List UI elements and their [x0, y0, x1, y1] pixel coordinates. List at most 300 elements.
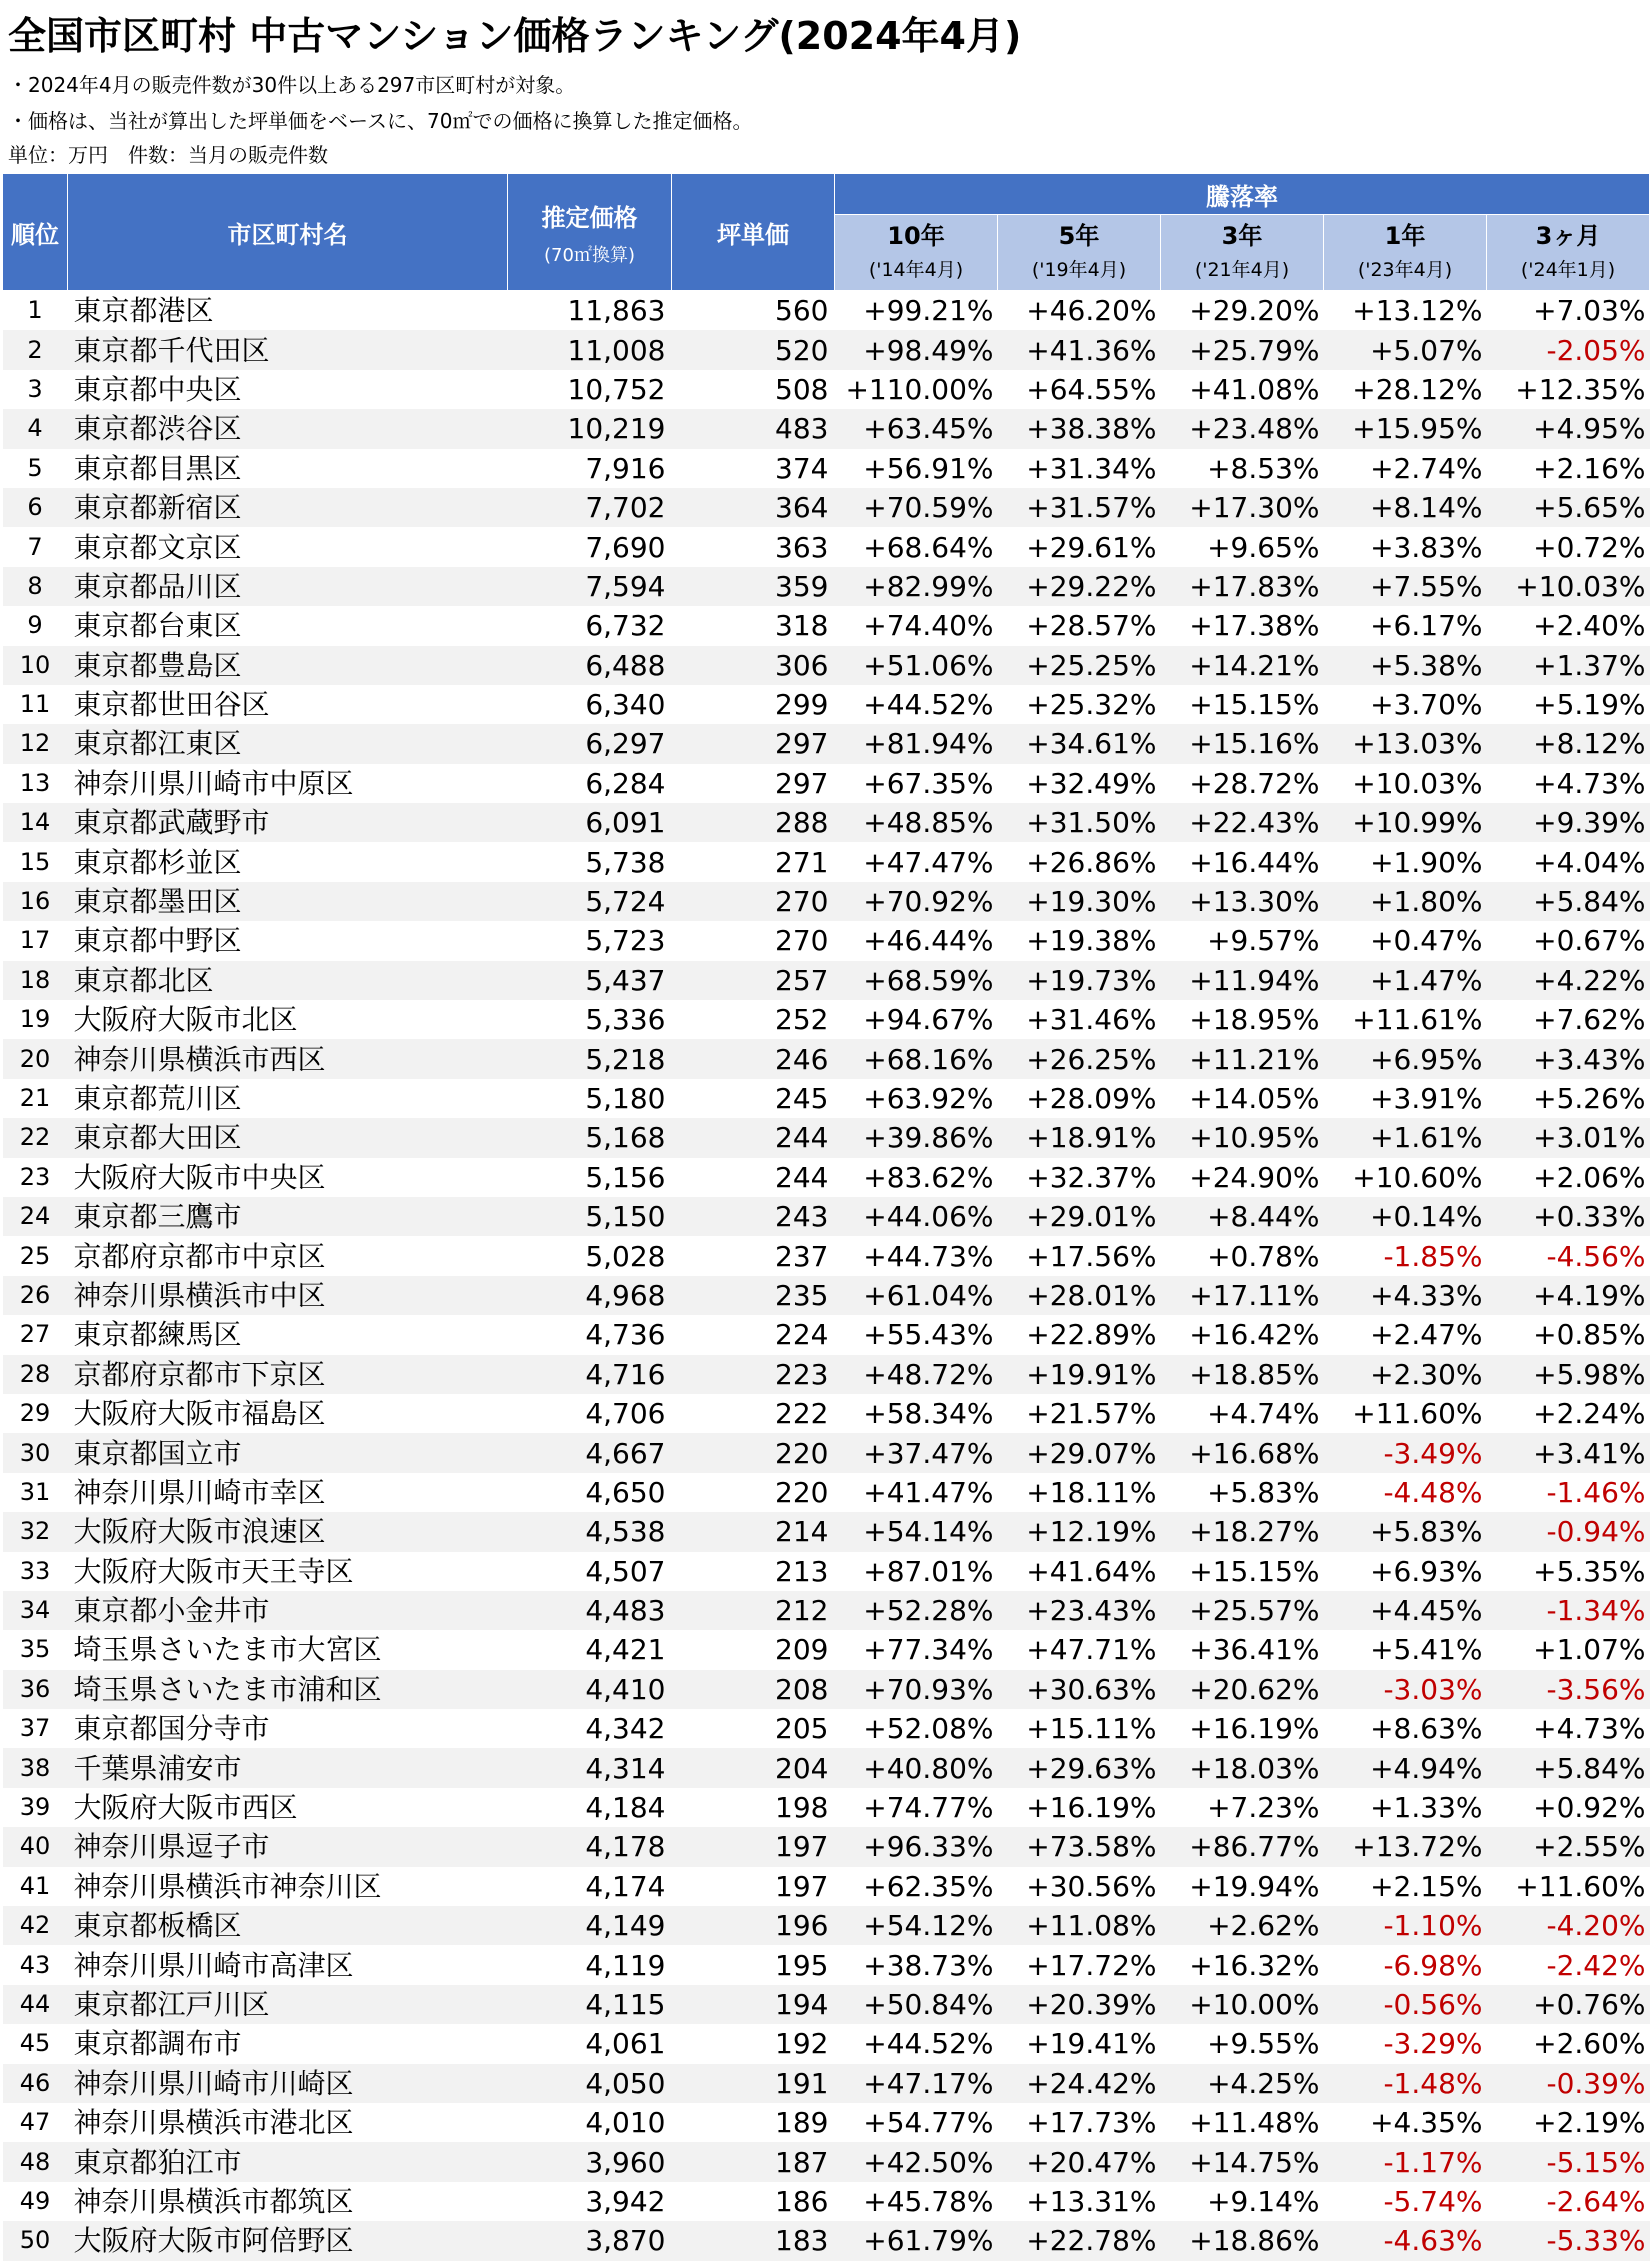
table-row	[3, 330, 1650, 369]
change-3m-cell: +1.07%	[1533, 1633, 1646, 1667]
name-cell: 神奈川県川崎市高津区	[73, 1948, 354, 1982]
change-3m-cell: +2.40%	[1533, 609, 1646, 643]
rank-cell: 14	[3, 803, 68, 842]
price-cell: 6,488	[508, 646, 672, 685]
rank-cell: 3	[27, 374, 43, 403]
tsubo-cell: 198	[775, 1791, 829, 1825]
period-label: 5年	[1058, 221, 1100, 250]
price-cell: 5,724	[508, 882, 672, 921]
rank-cell: 39	[19, 1793, 51, 1822]
table-row	[3, 1473, 1650, 1512]
price-cell: 4,483	[508, 1591, 672, 1630]
change-3m-cell: +2.55%	[1487, 1827, 1650, 1866]
change-1y-cell: +2.74%	[1370, 451, 1483, 485]
rank-cell: 29	[19, 1399, 51, 1428]
header-change: 騰落率	[835, 174, 1650, 215]
rank-cell: 47	[19, 2108, 51, 2137]
change-3m-cell: -3.56%	[1487, 1670, 1650, 1709]
change-1y-cell: +10.60%	[1352, 1160, 1483, 1194]
change-3y-cell: +18.86%	[1161, 2221, 1324, 2260]
change-1y-cell: +11.60%	[1352, 1397, 1483, 1431]
change-10y-cell: +54.14%	[835, 1512, 998, 1551]
header-name: 市区町村名	[68, 174, 508, 291]
price-cell: 4,149	[508, 1906, 672, 1945]
table-row	[3, 1906, 1650, 1945]
name-cell: 神奈川県横浜市中区	[68, 1276, 508, 1315]
rank-cell: 38	[3, 1748, 68, 1787]
rank-cell: 41	[19, 1871, 51, 1900]
price-cell: 4,410	[508, 1670, 672, 1709]
rank-cell: 36	[3, 1670, 68, 1709]
table-row	[3, 2064, 1650, 2103]
table-row	[3, 1394, 1650, 1433]
change-1y-cell: +13.03%	[1324, 724, 1487, 763]
change-5y-cell: +18.91%	[998, 1118, 1161, 1157]
price-cell: 7,702	[508, 488, 672, 527]
price-cell: 10,219	[508, 409, 672, 448]
table-row	[3, 1709, 1650, 1748]
change-5y-cell: +32.37%	[1026, 1160, 1157, 1194]
price-cell: 4,421	[585, 1633, 666, 1667]
header-price-label: 推定価格	[541, 203, 638, 232]
name-cell: 東京都国立市	[68, 1433, 508, 1472]
change-5y-cell: +31.46%	[1026, 1003, 1157, 1037]
change-10y-cell: +37.47%	[835, 1433, 998, 1472]
change-3m-cell: +4.19%	[1487, 1276, 1650, 1315]
change-3y-cell: +5.83%	[1207, 1475, 1320, 1509]
change-5y-cell: +29.63%	[998, 1748, 1161, 1787]
tsubo-cell: 299	[775, 688, 829, 722]
tsubo-cell: 374	[775, 451, 829, 485]
change-5y-cell: +29.07%	[998, 1433, 1161, 1472]
change-1y-cell: -1.48%	[1324, 2064, 1487, 2103]
change-1y-cell: +10.99%	[1324, 803, 1487, 842]
change-3m-cell: -4.20%	[1487, 1906, 1650, 1945]
change-3m-cell: +3.43%	[1487, 1039, 1650, 1078]
price-cell: 4,667	[508, 1433, 672, 1472]
period-sub: ('19年4月)	[1031, 258, 1127, 281]
rank-cell: 27	[19, 1320, 51, 1349]
change-3m-cell: -0.39%	[1487, 2064, 1650, 2103]
change-10y-cell: +46.44%	[863, 924, 994, 958]
tsubo-cell: 220	[775, 1475, 829, 1509]
name-cell: 東京都千代田区	[68, 330, 508, 369]
change-10y-cell: +81.94%	[835, 724, 998, 763]
price-cell: 5,180	[585, 1082, 666, 1115]
change-5y-cell: +64.55%	[1026, 372, 1157, 406]
tsubo-cell: 197	[775, 1869, 829, 1903]
change-3y-cell: +17.83%	[1161, 567, 1324, 606]
change-1y-cell: +1.33%	[1370, 1791, 1483, 1825]
name-cell: 東京都世田谷区	[73, 688, 270, 722]
name-cell: 千葉県浦安市	[68, 1748, 508, 1787]
tsubo-cell: 187	[672, 2142, 835, 2181]
price-cell: 4,050	[508, 2064, 672, 2103]
change-5y-cell: +41.64%	[1026, 1554, 1157, 1588]
name-cell: 神奈川県横浜市西区	[68, 1039, 508, 1078]
change-5y-cell: +17.73%	[1026, 2106, 1157, 2140]
change-3y-cell: +17.30%	[1161, 488, 1324, 527]
header-period-3m	[1487, 215, 1650, 291]
change-3m-cell: +8.12%	[1487, 724, 1650, 763]
change-3m-cell: +4.95%	[1487, 409, 1650, 448]
change-3m-cell: +0.33%	[1487, 1197, 1650, 1236]
change-1y-cell: -4.48%	[1383, 1475, 1483, 1509]
change-10y-cell: +63.92%	[863, 1082, 994, 1115]
change-3m-cell: +2.60%	[1533, 2027, 1646, 2061]
change-3y-cell: +15.15%	[1189, 688, 1320, 722]
change-3m-cell: +0.85%	[1533, 1318, 1646, 1352]
price-cell: 4,706	[585, 1397, 666, 1431]
period-sub: ('23年4月)	[1357, 258, 1453, 281]
change-3m-cell: +7.03%	[1533, 294, 1646, 328]
change-3m-cell: +0.67%	[1533, 924, 1646, 958]
rank-cell: 13	[19, 768, 51, 797]
tsubo-cell: 364	[672, 488, 835, 527]
rank-cell: 25	[19, 1241, 51, 1270]
change-10y-cell: +62.35%	[863, 1869, 994, 1903]
rank-cell: 22	[3, 1118, 68, 1157]
table-row	[3, 921, 1650, 960]
table-row	[3, 1118, 1650, 1157]
change-1y-cell: +8.63%	[1370, 1712, 1483, 1746]
change-1y-cell: +4.33%	[1324, 1276, 1487, 1315]
name-cell: 東京都調布市	[73, 2027, 242, 2061]
change-10y-cell: +68.64%	[863, 530, 994, 564]
change-3y-cell: +17.11%	[1161, 1276, 1324, 1315]
change-5y-cell: +28.57%	[1026, 609, 1157, 643]
change-1y-cell: -0.56%	[1324, 1985, 1487, 2024]
change-3y-cell: +19.94%	[1189, 1869, 1320, 1903]
table-row	[3, 449, 1650, 488]
change-3y-cell: +14.05%	[1189, 1082, 1320, 1115]
tsubo-cell: 191	[672, 2064, 835, 2103]
change-10y-cell: +70.92%	[835, 882, 998, 921]
change-5y-cell: +20.47%	[998, 2142, 1161, 2181]
change-5y-cell: +29.61%	[1026, 530, 1157, 564]
change-3y-cell: +13.30%	[1161, 882, 1324, 921]
tsubo-cell: 244	[775, 1160, 829, 1194]
change-3m-cell: -5.33%	[1487, 2221, 1650, 2260]
change-10y-cell: +44.73%	[863, 1239, 994, 1273]
header-price	[508, 174, 672, 291]
tsubo-cell: 270	[672, 882, 835, 921]
table-row	[3, 1276, 1650, 1315]
tsubo-cell: 196	[672, 1906, 835, 1945]
change-3m-cell: -0.94%	[1487, 1512, 1650, 1551]
change-5y-cell: +29.22%	[998, 567, 1161, 606]
period-label: 3ヶ月	[1535, 221, 1601, 250]
price-cell: 6,091	[508, 803, 672, 842]
period-label: 3年	[1221, 221, 1263, 250]
change-10y-cell: +70.59%	[835, 488, 998, 527]
tsubo-cell: 297	[672, 724, 835, 763]
change-1y-cell: -1.85%	[1383, 1239, 1483, 1273]
change-10y-cell: +41.47%	[863, 1475, 994, 1509]
change-3m-cell: +11.60%	[1515, 1869, 1646, 1903]
change-3m-cell: +5.98%	[1487, 1355, 1650, 1394]
rank-cell: 40	[3, 1827, 68, 1866]
name-cell: 東京都中央区	[73, 372, 242, 406]
tsubo-cell: 195	[775, 1948, 829, 1982]
change-10y-cell: +39.86%	[835, 1118, 998, 1157]
change-5y-cell: +38.38%	[998, 409, 1161, 448]
change-3y-cell: +16.32%	[1189, 1948, 1320, 1982]
tsubo-cell: 297	[775, 766, 829, 800]
change-1y-cell: +0.14%	[1324, 1197, 1487, 1236]
name-cell: 神奈川県横浜市神奈川区	[73, 1869, 382, 1903]
change-3y-cell: +4.74%	[1207, 1397, 1320, 1431]
change-10y-cell: +38.73%	[863, 1948, 994, 1982]
change-3y-cell: +10.00%	[1161, 1985, 1324, 2024]
change-1y-cell: +13.12%	[1352, 294, 1483, 328]
change-3m-cell: +7.62%	[1533, 1003, 1646, 1037]
change-1y-cell: +6.17%	[1370, 609, 1483, 643]
name-cell: 神奈川県逗子市	[68, 1827, 508, 1866]
table-row	[3, 370, 1650, 409]
price-cell: 5,028	[585, 1239, 666, 1273]
change-5y-cell: +20.39%	[998, 1985, 1161, 2024]
change-3m-cell: -5.15%	[1487, 2142, 1650, 2181]
price-cell: 4,314	[508, 1748, 672, 1787]
name-cell: 大阪府大阪市浪速区	[68, 1512, 508, 1551]
rank-cell: 44	[3, 1985, 68, 2024]
rank-cell: 1	[27, 296, 43, 325]
tsubo-cell: 197	[672, 1827, 835, 1866]
change-10y-cell: +77.34%	[863, 1633, 994, 1667]
rank-cell: 10	[3, 646, 68, 685]
change-10y-cell: +54.77%	[863, 2106, 994, 2140]
change-3m-cell: +0.72%	[1533, 530, 1646, 564]
tsubo-cell: 214	[672, 1512, 835, 1551]
change-1y-cell: +28.12%	[1352, 372, 1483, 406]
change-10y-cell: +44.06%	[835, 1197, 998, 1236]
header-period-5y	[998, 215, 1161, 291]
tsubo-cell: 223	[672, 1355, 835, 1394]
tsubo-cell: 508	[775, 372, 829, 406]
name-cell: 東京都台東区	[73, 609, 242, 643]
name-cell: 埼玉県さいたま市浦和区	[68, 1670, 508, 1709]
change-1y-cell: -1.17%	[1324, 2142, 1487, 2181]
period-label: 10年	[887, 221, 945, 250]
header-rank: 順位	[3, 174, 68, 291]
change-3y-cell: +10.95%	[1161, 1118, 1324, 1157]
header-period-10y	[835, 215, 998, 291]
change-5y-cell: +19.38%	[1026, 924, 1157, 958]
period-sub: ('24年1月)	[1520, 258, 1616, 281]
change-5y-cell: +11.08%	[998, 1906, 1161, 1945]
change-5y-cell: +31.50%	[998, 803, 1161, 842]
change-5y-cell: +23.43%	[998, 1591, 1161, 1630]
table-row	[3, 1433, 1650, 1472]
change-5y-cell: +29.01%	[998, 1197, 1161, 1236]
price-cell: 3,942	[585, 2184, 666, 2218]
change-10y-cell: +58.34%	[863, 1397, 994, 1431]
tsubo-cell: 183	[672, 2221, 835, 2260]
change-5y-cell: +34.61%	[998, 724, 1161, 763]
rank-cell: 42	[3, 1906, 68, 1945]
change-3m-cell: +2.24%	[1533, 1397, 1646, 1431]
change-10y-cell: +63.45%	[835, 409, 998, 448]
tsubo-cell: 244	[672, 1118, 835, 1157]
tsubo-cell: 222	[775, 1397, 829, 1431]
rank-cell: 2	[3, 330, 68, 369]
rank-cell: 26	[3, 1276, 68, 1315]
change-10y-cell: +67.35%	[863, 766, 994, 800]
rank-cell: 4	[3, 409, 68, 448]
change-10y-cell: +83.62%	[863, 1160, 994, 1194]
tsubo-cell: 560	[775, 294, 829, 328]
period-sub: ('21年4月)	[1194, 258, 1290, 281]
table-row	[3, 1512, 1650, 1551]
change-1y-cell: +3.83%	[1370, 530, 1483, 564]
change-5y-cell: +30.63%	[998, 1670, 1161, 1709]
change-5y-cell: +30.56%	[1026, 1869, 1157, 1903]
tsubo-cell: 270	[775, 924, 829, 958]
change-5y-cell: +13.31%	[1026, 2184, 1157, 2218]
name-cell: 東京都三鷹市	[68, 1197, 508, 1236]
rank-cell: 45	[19, 2029, 51, 2058]
tsubo-cell: 483	[672, 409, 835, 448]
price-cell: 5,336	[585, 1003, 666, 1037]
rank-cell: 33	[19, 1556, 51, 1585]
price-cell: 5,437	[508, 961, 672, 1000]
price-cell: 4,650	[585, 1475, 666, 1509]
price-cell: 5,168	[508, 1118, 672, 1157]
tsubo-cell: 288	[672, 803, 835, 842]
price-cell: 4,115	[508, 1985, 672, 2024]
rank-cell: 11	[19, 690, 51, 719]
change-3y-cell: +25.57%	[1161, 1591, 1324, 1630]
price-cell: 7,916	[585, 451, 666, 485]
price-cell: 4,174	[585, 1869, 666, 1903]
change-10y-cell: +40.80%	[835, 1748, 998, 1787]
price-cell: 11,863	[567, 294, 666, 328]
rank-cell: 7	[27, 532, 43, 561]
change-5y-cell: +18.11%	[1026, 1475, 1157, 1509]
rank-cell: 8	[3, 567, 68, 606]
rank-cell: 32	[3, 1512, 68, 1551]
name-cell: 東京都港区	[73, 294, 214, 328]
change-10y-cell: +45.78%	[863, 2184, 994, 2218]
change-1y-cell: +0.47%	[1370, 924, 1483, 958]
change-1y-cell: +3.91%	[1370, 1082, 1483, 1115]
name-cell: 東京都狛江市	[68, 2142, 508, 2181]
rank-cell: 31	[19, 1477, 51, 1506]
change-10y-cell: +42.50%	[835, 2142, 998, 2181]
tsubo-cell: 212	[672, 1591, 835, 1630]
change-3y-cell: +7.23%	[1207, 1791, 1320, 1825]
change-10y-cell: +52.08%	[863, 1712, 994, 1746]
tsubo-cell: 252	[775, 1003, 829, 1037]
change-5y-cell: +73.58%	[998, 1827, 1161, 1866]
rank-cell: 5	[27, 453, 43, 482]
price-cell: 5,156	[585, 1160, 666, 1194]
tsubo-cell: 208	[672, 1670, 835, 1709]
change-10y-cell: +70.93%	[835, 1670, 998, 1709]
change-10y-cell: +44.52%	[863, 2027, 994, 2061]
table-row	[3, 1591, 1650, 1630]
change-1y-cell: +13.72%	[1324, 1827, 1487, 1866]
price-cell: 3,870	[508, 2221, 672, 2260]
change-3m-cell: +2.06%	[1533, 1160, 1646, 1194]
price-cell: 10,752	[567, 372, 666, 406]
header-period-1y	[1324, 215, 1487, 291]
name-cell: 大阪府大阪市福島区	[73, 1397, 326, 1431]
price-cell: 4,178	[508, 1827, 672, 1866]
change-3y-cell: +16.19%	[1189, 1712, 1320, 1746]
change-10y-cell: +44.52%	[863, 688, 994, 722]
change-3y-cell: +9.65%	[1207, 530, 1320, 564]
change-5y-cell: +25.32%	[1026, 688, 1157, 722]
change-3y-cell: +18.27%	[1161, 1512, 1324, 1551]
change-1y-cell: +15.95%	[1324, 409, 1487, 448]
change-3m-cell: +4.22%	[1487, 961, 1650, 1000]
change-10y-cell: +74.40%	[863, 609, 994, 643]
change-10y-cell: +68.16%	[835, 1039, 998, 1078]
price-cell: 4,968	[508, 1276, 672, 1315]
change-3m-cell: -2.64%	[1546, 2184, 1646, 2218]
change-5y-cell: +31.57%	[998, 488, 1161, 527]
name-cell: 東京都墨田区	[68, 882, 508, 921]
name-cell: 東京都練馬区	[73, 1318, 242, 1352]
rank-cell: 49	[19, 2186, 51, 2215]
name-cell: 埼玉県さいたま市大宮区	[73, 1633, 382, 1667]
change-3y-cell: +0.78%	[1207, 1239, 1320, 1273]
price-cell: 7,594	[508, 567, 672, 606]
change-1y-cell: +7.55%	[1324, 567, 1487, 606]
change-3y-cell: +9.14%	[1207, 2184, 1320, 2218]
change-3y-cell: +16.68%	[1161, 1433, 1324, 1472]
table-row	[3, 1236, 1650, 1275]
change-5y-cell: +21.57%	[1026, 1397, 1157, 1431]
table-row	[3, 1985, 1650, 2024]
change-3y-cell: +29.20%	[1189, 294, 1320, 328]
change-10y-cell: +47.47%	[863, 845, 994, 879]
change-1y-cell: -5.74%	[1383, 2184, 1483, 2218]
name-cell: 東京都杉並区	[73, 845, 242, 879]
tsubo-cell: 192	[775, 2027, 829, 2061]
change-3y-cell: +11.94%	[1161, 961, 1324, 1000]
tsubo-cell: 318	[775, 609, 829, 643]
table-row	[3, 1039, 1650, 1078]
change-3m-cell: +0.76%	[1487, 1985, 1650, 2024]
change-3y-cell: +11.21%	[1161, 1039, 1324, 1078]
note-target: ・2024年4月の販売件数が30件以上ある297市区町村が対象。	[8, 73, 576, 97]
name-cell: 神奈川県川崎市川崎区	[68, 2064, 508, 2103]
change-5y-cell: +19.73%	[998, 961, 1161, 1000]
change-5y-cell: +17.56%	[1026, 1239, 1157, 1273]
change-10y-cell: +61.04%	[835, 1276, 998, 1315]
change-3y-cell: +18.95%	[1189, 1003, 1320, 1037]
change-3m-cell: +4.04%	[1533, 845, 1646, 879]
change-10y-cell: +52.28%	[835, 1591, 998, 1630]
change-3m-cell: +3.41%	[1487, 1433, 1650, 1472]
change-3m-cell: +5.35%	[1533, 1554, 1646, 1588]
table-row	[3, 1197, 1650, 1236]
price-cell: 4,736	[585, 1318, 666, 1352]
name-cell: 大阪府大阪市北区	[73, 1003, 298, 1037]
change-5y-cell: +19.30%	[998, 882, 1161, 921]
change-3m-cell: +5.84%	[1487, 882, 1650, 921]
rank-cell: 18	[3, 961, 68, 1000]
rank-cell: 23	[19, 1162, 51, 1191]
name-cell: 東京都目黒区	[73, 451, 242, 485]
price-cell: 6,732	[585, 609, 666, 643]
table-row	[3, 961, 1650, 1000]
price-cell: 4,342	[585, 1712, 666, 1746]
change-3y-cell: +8.53%	[1207, 451, 1320, 485]
